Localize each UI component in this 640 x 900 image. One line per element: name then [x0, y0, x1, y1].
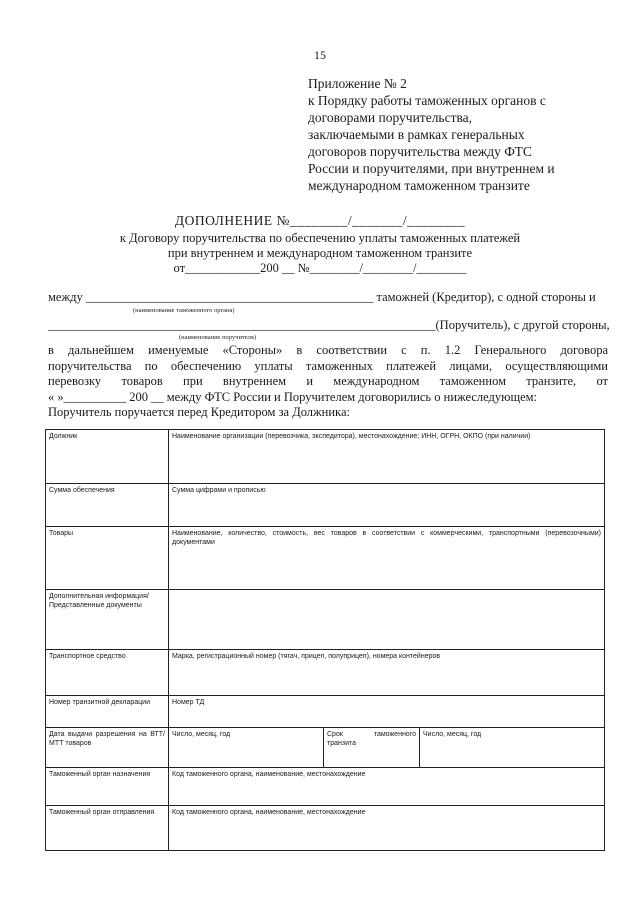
- agreement-paragraph: [48, 343, 608, 421]
- table-row: [46, 806, 605, 851]
- table-row: [46, 430, 605, 484]
- appendix-line: договоров поручительства между ФТС: [308, 144, 532, 159]
- appendix-line: России и поручителями, при внутреннем и: [308, 161, 555, 176]
- additional-info-label: Дополнительная информация/Представленные документы: [46, 590, 169, 650]
- supplement-subtitle: при внутреннем и международном таможенном транзите: [167, 246, 473, 260]
- destination-office-field[interactable]: Код таможенного органа, наименование, местонахождение: [169, 768, 605, 806]
- appendix-line: заключаемыми в рамках генеральных: [308, 127, 525, 142]
- transit-declaration-label: Номер транзитной декларации: [46, 696, 169, 728]
- appendix-line: международном таможенном транзите: [308, 178, 530, 193]
- permit-date-field[interactable]: Число, месяц, год: [169, 728, 324, 768]
- amount-field[interactable]: Сумма цифрами и прописью: [169, 484, 605, 527]
- appendix-line: к Порядку работы таможенных органов с: [308, 93, 546, 108]
- amount-label: Сумма обеспечения: [46, 484, 169, 527]
- debtor-label: Должник: [46, 430, 169, 484]
- table-row: [46, 484, 605, 527]
- paragraph-line: « »__________ 200 __ между ФТС России и Поручителем договорились о нижеследующем:: [48, 389, 538, 404]
- table-row: [46, 728, 605, 768]
- supplement-subtitle: к Договору поручительства по обеспечению уплаты таможенных платежей: [119, 231, 521, 245]
- between-line: между ______________________________________________ таможней (Кредитор), с одной стороны и: [48, 290, 596, 304]
- debtor-field[interactable]: Наименование организации (перевозчика, экспедитора), местонахождение; ИНН, ОГРН, ОКПО (при наличии): [169, 430, 605, 484]
- appendix-line: Приложение № 2: [308, 76, 407, 91]
- guarantor-line: ______________________________________________________________(Поручитель), с другой стороны,: [48, 318, 610, 332]
- supplement-title: ДОПОЛНЕНИЕ №________/_______/________: [174, 213, 466, 228]
- goods-label: Товары: [46, 527, 169, 590]
- guarantee-table: [45, 429, 605, 851]
- paragraph-line: в дальнейшем именуемые «Стороны» в соответствии с п. 1.2 Генерального договора: [48, 343, 608, 357]
- table-row: [46, 650, 605, 696]
- supplement-date-number: от____________200 __ №________/________/________: [173, 261, 467, 275]
- departure-office-label: Таможенный орган отправления: [46, 806, 169, 851]
- table-row: [46, 590, 605, 650]
- additional-info-field[interactable]: [169, 590, 605, 650]
- guarantor-caption: (наименование поручителя): [179, 334, 257, 341]
- transit-term-field[interactable]: Число, месяц, год: [420, 728, 605, 768]
- customs-caption: (наименование таможенного органа): [133, 307, 235, 314]
- departure-office-field[interactable]: Код таможенного органа, наименование, местонахождение: [169, 806, 605, 851]
- transit-term-label: Срок таможенного транзита: [324, 728, 420, 768]
- table-row: [46, 527, 605, 590]
- destination-office-label: Таможенный орган назначения: [46, 768, 169, 806]
- page-number: 15: [314, 48, 326, 62]
- paragraph-line: Поручитель поручается перед Кредитором за Должника:: [48, 405, 350, 420]
- goods-field[interactable]: Наименование, количество, стоимость, вес товаров в соответствии с коммерческими, транспортными (перевозочными) документами: [169, 527, 605, 590]
- paragraph-line: перевозку товаров при внутреннем и международном таможенном транзите, от: [48, 374, 608, 389]
- transit-declaration-field[interactable]: Номер ТД: [169, 696, 605, 728]
- permit-date-label: Дата выдачи разрешения на ВТТ/МТТ товаров: [46, 728, 169, 768]
- table-row: [46, 768, 605, 806]
- paragraph-line: поручительства по обеспечению уплаты таможенных платежей лицами, осуществляющими: [48, 358, 608, 373]
- table-row: [46, 696, 605, 728]
- vehicle-label: Транспортное средство: [46, 650, 169, 696]
- appendix-header: [308, 75, 608, 194]
- vehicle-field[interactable]: Марка, регистрационный номер (тягач, прицеп, полуприцеп), номера контейнеров: [169, 650, 605, 696]
- appendix-line: договорами поручительства,: [308, 110, 473, 125]
